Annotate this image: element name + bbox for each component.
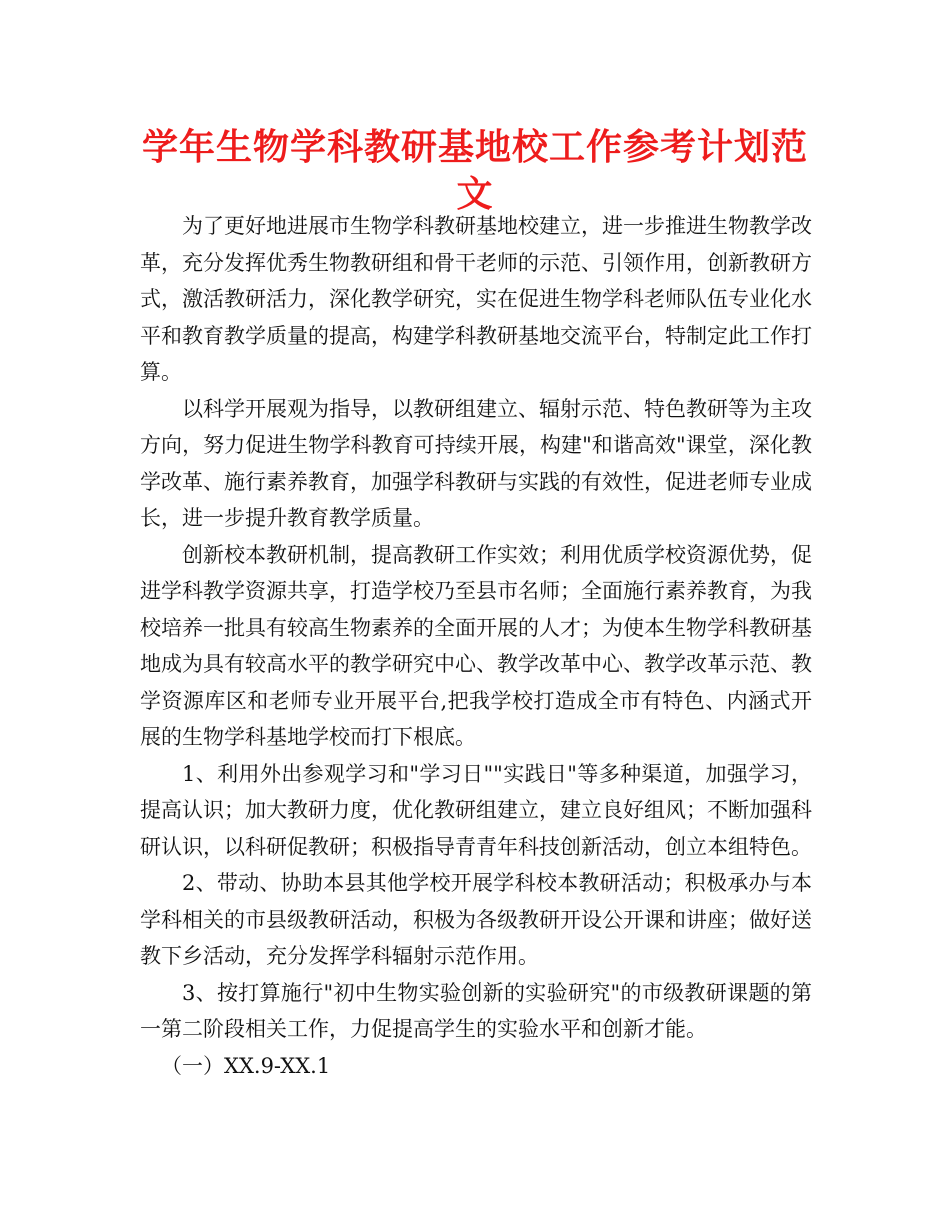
paragraph-item-2: 2、带动、协助本县其他学校开展学科校本教研活动；积极承办与本学科相关的市县级教研活动，积极为各级教研开设公开课和讲座；做好送教下乡活动，充分发挥学科辐射示范作用。: [140, 871, 812, 968]
document-body: [140, 208, 812, 1084]
document-title: 学年生物学科教研基地校工作参考计划范文: [141, 127, 808, 215]
paragraph-item-3: 3、按打算施行"初中生物实验创新的实验研究"的市级教研课题的第一第二阶段相关工作，力促提高学生的实验水平和创新才能。: [140, 980, 812, 1041]
paragraph-goals: 创新校本教研机制，提高教研工作实效；利用优质学校资源优势，促进学科教学资源共享，打造学校乃至县市名师；全面施行素养教育，为我校培养一批具有较高生物素养的全面开展的人才；为使本生物学科教研基地成为具有较高水平的教学研究中心、教学改革中心、教学改革示范、教学资源库区和老师专业开展平台,把我学校打造成全市有特色、内涵式开展的生物学科基地学校而打下根底。: [140, 542, 812, 749]
paragraph-intro: 为了更好地进展市生物学科教研基地校建立，进一步推进生物教学改革，充分发挥优秀生物教研组和骨干老师的示范、引领作用，创新教研方式，激活教研活力，深化教学研究，实在促进生物学科老师队伍专业化水平和教育教学质量的提高，构建学科教研基地交流平台，特制定此工作打算。: [140, 214, 812, 384]
section-heading: （一）XX.9-XX.1: [161, 1053, 331, 1078]
paragraph-item-1: 1、利用外出参观学习和"学习日""实践日"等多种渠道，加强学习，提高认识；加大教研力度，优化教研组建立，建立良好组风；不断加强科研认识，以科研促教研；积极指导青青年科技创新活动，创立本组特色。: [140, 761, 812, 859]
paragraph-guiding-idea: 以科学开展观为指导，以教研组建立、辐射示范、特色教研等为主攻方向，努力促进生物学科教育可持续开展，构建"和谐高效"课堂，深化教学改革、施行素养教育，加强学科教研与实践的有效性，促进老师专业成长，进一步提升教育教学质量。: [140, 396, 812, 530]
